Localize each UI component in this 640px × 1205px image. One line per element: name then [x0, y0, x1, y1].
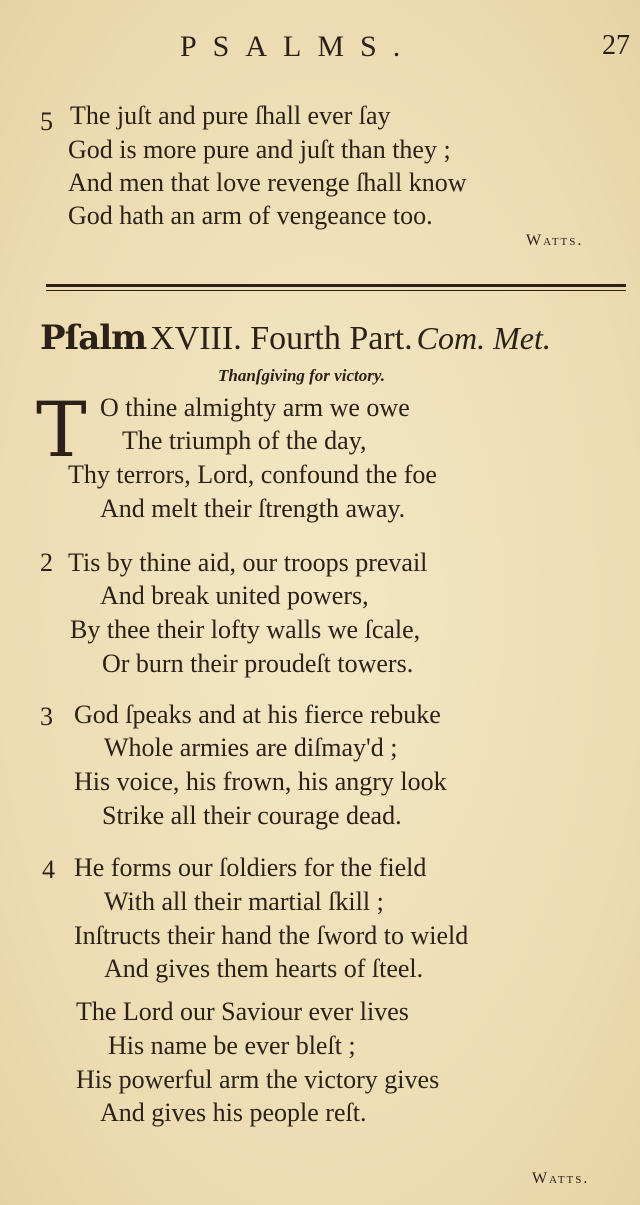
psalm-title — [40, 318, 640, 358]
stanza-number: 5 — [40, 107, 53, 136]
psalm-subtitle: Thanſgiving for victory. — [218, 366, 385, 385]
verse-line: And melt their ſtrength away. — [100, 494, 406, 523]
verse-line: Thy terrors, Lord, confound the foe — [68, 460, 437, 489]
verse-line: He forms our ſoldiers for the field — [74, 853, 427, 882]
verse-line: His powerful arm the victory gives — [76, 1065, 440, 1094]
attribution: Watts. — [526, 232, 584, 249]
divider-rule — [46, 284, 626, 287]
verse-line: And gives them hearts of ſteel. — [104, 954, 424, 983]
title-blackletter: Pſalm — [40, 318, 147, 358]
verse-line: The Lord our Saviour ever lives — [76, 997, 409, 1026]
verse-line: Inſtructs their hand the ſword to wield — [74, 921, 469, 950]
title-meter: Com. Met. — [416, 320, 551, 356]
verse-line: God is more pure and juſt than they ; — [68, 135, 451, 164]
drop-cap: T — [36, 385, 87, 474]
verse-line: The triumph of the day, — [122, 426, 367, 455]
verse-line: With all their martial ſkill ; — [104, 887, 384, 916]
running-head: PSALMS. — [180, 30, 417, 63]
verse-line: God ſpeaks and at his fierce rebuke — [74, 700, 441, 729]
title-main: XVIII. Fourth Part. — [150, 320, 413, 357]
verse-line: And gives his people reſt. — [100, 1098, 367, 1127]
stanza-number: 4 — [42, 855, 55, 884]
attribution: Watts. — [532, 1170, 590, 1187]
verse-line: And men that love revenge ſhall know — [68, 168, 467, 197]
page-number: 27 — [602, 30, 630, 61]
verse-line: God hath an arm of vengeance too. — [68, 201, 433, 230]
stanza-number: 3 — [40, 702, 53, 731]
verse-line: Or burn their proudeſt towers. — [102, 649, 414, 678]
verse-line: Tis by thine aid, our troops prevail — [68, 548, 428, 577]
verse-line: Whole armies are diſmay'd ; — [104, 733, 398, 762]
verse-line: Strike all their courage dead. — [102, 801, 402, 830]
verse-line: His voice, his frown, his angry look — [74, 767, 447, 796]
divider-rule — [46, 290, 626, 291]
verse-line: And break united powers, — [100, 581, 369, 610]
verse-line: O thine almighty arm we owe — [100, 393, 410, 422]
verse-line: By thee their lofty walls we ſcale, — [70, 615, 421, 644]
verse-line: The juſt and pure ſhall ever ſay — [70, 101, 391, 130]
stanza-number: 2 — [40, 548, 53, 577]
verse-line: His name be ever bleſt ; — [108, 1031, 356, 1060]
